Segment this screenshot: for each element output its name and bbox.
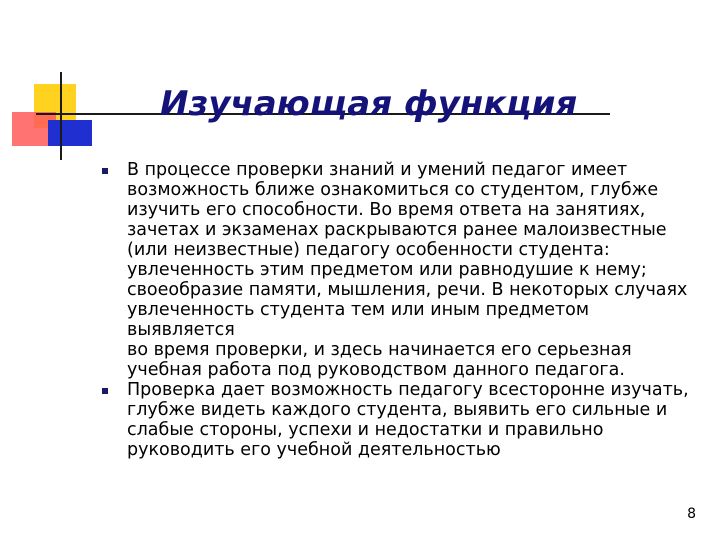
text-line: глубже видеть каждого студента, выявить его сильные и bbox=[127, 400, 668, 420]
text-line: Проверка дает возможность педагогу всесторонне изучать, bbox=[127, 380, 689, 400]
text-line: В процессе проверки знаний и умений педагог имеет bbox=[127, 160, 628, 180]
bullet-text-2 bbox=[127, 380, 700, 460]
text-line: возможность ближе ознакомиться со студентом, глубже bbox=[127, 180, 659, 200]
bullet-list bbox=[96, 160, 700, 460]
text-line: руководить его учебной деятельностью bbox=[127, 440, 501, 460]
text-line: изучить его способности. Во время ответа на занятиях, bbox=[127, 200, 646, 220]
text-line: зачетах и экзаменах раскрываются ранее малоизвестные bbox=[127, 220, 667, 240]
text-line: во время проверки, и здесь начинается его серьезная bbox=[127, 340, 632, 360]
text-line: своеобразие памяти, мышления, речи. В некоторых случаях bbox=[127, 280, 688, 300]
logo-blue-square bbox=[48, 120, 92, 146]
bullet-text-1 bbox=[127, 160, 700, 380]
text-line: увлеченность студента тем или иным предметом выявляется bbox=[127, 300, 590, 340]
text-line: учебная работа под руководством данного педагога. bbox=[127, 360, 625, 380]
bullet-square-icon bbox=[102, 388, 108, 394]
slide-title: Изучающая функция bbox=[160, 84, 578, 124]
text-line: увлеченность этим предметом или равнодушие к нему; bbox=[127, 260, 647, 280]
logo-vertical-line bbox=[60, 72, 62, 160]
page-number: 8 bbox=[687, 506, 696, 522]
bullet-item-1 bbox=[96, 160, 700, 380]
bullet-item-2 bbox=[96, 380, 700, 460]
text-line: слабые стороны, успехи и недостатки и правильно bbox=[127, 420, 604, 440]
text-line: (или неизвестные) педагогу особенности студента: bbox=[127, 240, 610, 260]
bullet-square-icon bbox=[102, 168, 108, 174]
